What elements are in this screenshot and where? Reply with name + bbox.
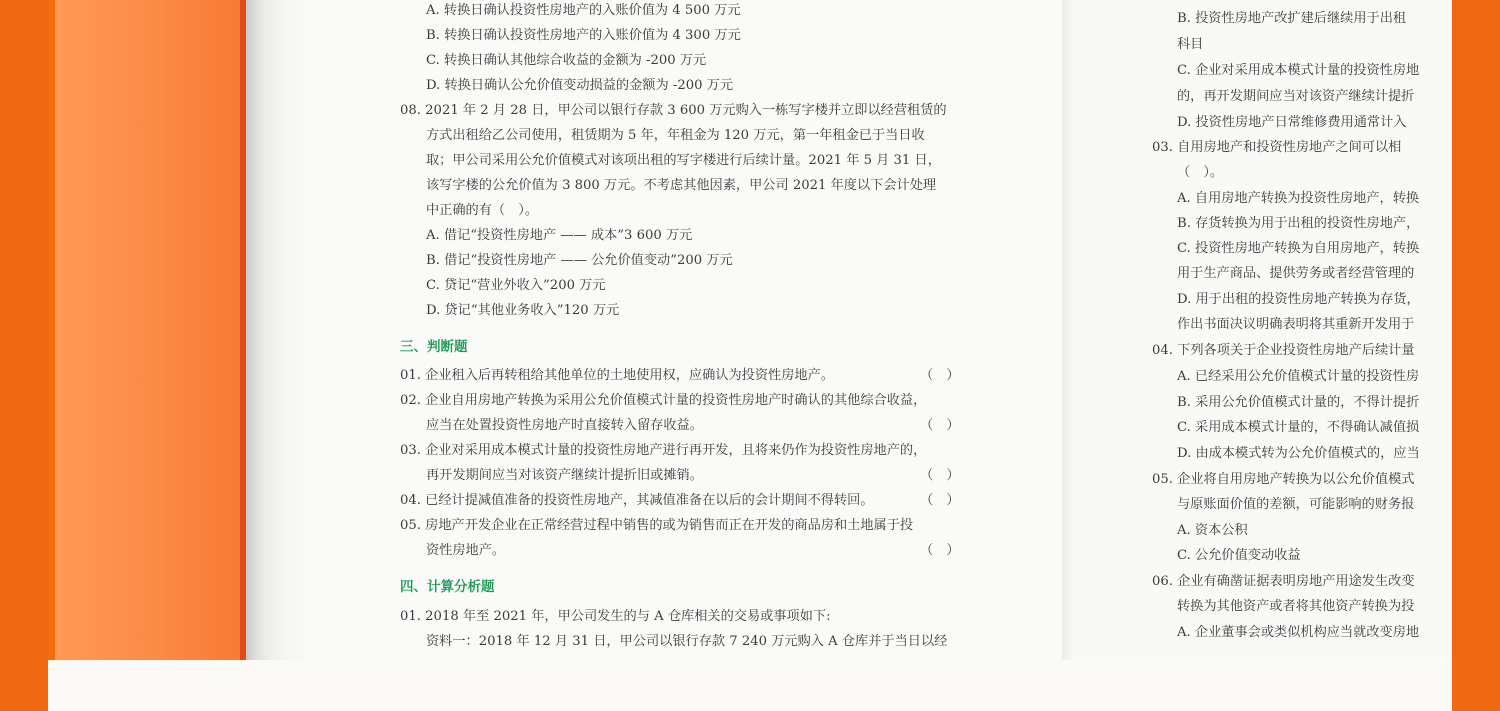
right-page-line: C. 企业对采用成本模式计量的投资性房地 (1177, 63, 1420, 78)
option-d: D. 转换日确认公允价值变动损益的金额为 -200 万元 (426, 78, 734, 93)
right-page-line: 用于生产商品、提供劳务或者经营管理的 (1177, 266, 1415, 281)
answer-parentheses: （ ） (920, 418, 960, 433)
right-page-line: A. 企业董事会或类似机构应当就改变房地 (1177, 625, 1420, 640)
answer-parentheses: （ ） (920, 368, 960, 383)
judgement-line: 再开发期间应当对该资产继续计提折旧或摊销。 (426, 468, 703, 483)
judgement-line: 03. 企业对采用成本模式计量的投资性房地产进行再开发，且将来仍作为投资性房地产的， (400, 443, 927, 458)
right-page-line: C. 公允价值变动收益 (1177, 548, 1301, 563)
question-08-line: 方式出租给乙公司使用，租赁期为 5 年，年租金为 120 万元，第一年租金已于当日收 (426, 128, 925, 143)
left-book-page (314, 0, 1062, 662)
right-page-line: 与原账面价值的差额，可能影响的财务报 (1177, 497, 1415, 512)
right-page-line: B. 存货转换为用于出租的投资性房地产， (1177, 216, 1420, 231)
right-page-line: C. 采用成本模式计量的，不得确认减值损 (1177, 420, 1420, 435)
judgement-line: 05. 房地产开发企业在正常经营过程中销售的或为销售而正在开发的商品房和土地属于投 (400, 518, 914, 533)
right-page-line: 03. 自用房地产和投资性房地产之间可以相 (1152, 140, 1402, 155)
orange-left-border (0, 0, 48, 711)
right-page-line: A. 已经采用公允价值模式计量的投资性房 (1177, 369, 1420, 384)
section-heading-judgement: 三、判断题 (400, 339, 468, 355)
question-08-line: 中正确的有（ ）。 (426, 203, 539, 218)
right-page-line: 的，再开发期间应当对该资产继续计提折 (1177, 89, 1415, 104)
judgement-line: 04. 已经计提减值准备的投资性房地产，其减值准备在以后的会计期间不得转回。 (400, 493, 874, 508)
calc-line: 01. 2018 年至 2021 年，甲公司发生的与 A 仓库相关的交易或事项如下: (400, 609, 831, 624)
orange-right-border (1452, 0, 1500, 711)
answer-parentheses: （ ） (920, 468, 960, 483)
option-c: C. 转换日确认其他综合收益的金额为 -200 万元 (426, 53, 707, 68)
question-08-line: 取；甲公司采用公允价值模式对该项出租的写字楼进行后续计量。2021 年 5 月 31 日， (426, 153, 941, 168)
right-page-line: 转换为其他资产或者将其他资产转换为投 (1177, 599, 1415, 614)
question-08-line: 08. 2021 年 2 月 28 日，甲公司以银行存款 3 600 万元购入一栋写字楼并立即以经营租赁的 (400, 103, 947, 118)
right-page-line: 05. 企业将自用房地产转换为以公允价值模式 (1152, 472, 1415, 487)
right-page-line: 06. 企业有确凿证据表明房地产用途发生改变 (1152, 574, 1415, 589)
right-page-line: A. 资本公积 (1177, 523, 1248, 538)
judgement-line: 资性房地产。 (426, 543, 506, 558)
book-spine-gutter (246, 0, 314, 662)
page-fold-gap (1062, 0, 1072, 662)
option-a: A. 转换日确认投资性房地产的入账价值为 4 500 万元 (426, 3, 741, 18)
judgement-line: 02. 企业自用房地产转换为采用公允价值模式计量的投资性房地产时确认的其他综合收益， (400, 393, 927, 408)
right-page-line: D. 由成本模式转为公允价值模式的，应当 (1177, 446, 1420, 461)
right-page-line: D. 用于出租的投资性房地产转换为存货， (1177, 292, 1420, 307)
question-08-line: 该写字楼的公允价值为 3 800 万元。不考虑其他因素，甲公司 2021 年度以下会计处理 (426, 178, 937, 193)
right-page-line: A. 自用房地产转换为投资性房地产，转换 (1177, 191, 1420, 206)
right-page-line: B. 投资性房地产改扩建后继续用于出租 (1177, 11, 1407, 26)
right-page-line: B. 采用公允价值模式计量的，不得计提折 (1177, 395, 1420, 410)
question-08-option-b: B. 借记“投资性房地产 —— 公允价值变动”200 万元 (426, 253, 733, 268)
right-book-page (1072, 0, 1452, 662)
answer-parentheses: （ ） (920, 543, 960, 558)
bottom-white-panel (48, 660, 1452, 711)
book-cover (55, 0, 245, 662)
right-page-line: C. 投资性房地产转换为自用房地产，转换 (1177, 241, 1420, 256)
section-heading-calculation: 四、计算分析题 (400, 579, 495, 595)
right-page-line: D. 投资性房地产日常维修费用通常计入 (1177, 115, 1407, 130)
right-page-line: 04. 下列各项关于企业投资性房地产后续计量 (1152, 343, 1415, 358)
calc-line: 资料一：2018 年 12 月 31 日，甲公司以银行存款 7 240 万元购入 A 仓库并于当日以经 (426, 634, 948, 649)
answer-parentheses: （ ） (920, 493, 960, 508)
right-page-line: 作出书面决议明确表明将其重新开发用于 (1177, 317, 1415, 332)
judgement-line: 01. 企业租入后再转租给其他单位的土地使用权，应确认为投资性房地产。 (400, 368, 834, 383)
question-08-option-c: C. 贷记“营业外收入”200 万元 (426, 278, 606, 293)
option-b: B. 转换日确认投资性房地产的入账价值为 4 300 万元 (426, 28, 741, 43)
right-page-line: （ ）。 (1177, 165, 1224, 180)
judgement-line: 应当在处置投资性房地产时直接转入留存收益。 (426, 418, 703, 433)
right-page-line: 科目 (1177, 37, 1204, 52)
question-08-option-d: D. 贷记“其他业务收入”120 万元 (426, 303, 620, 318)
question-08-option-a: A. 借记“投资性房地产 —— 成本”3 600 万元 (426, 228, 693, 243)
